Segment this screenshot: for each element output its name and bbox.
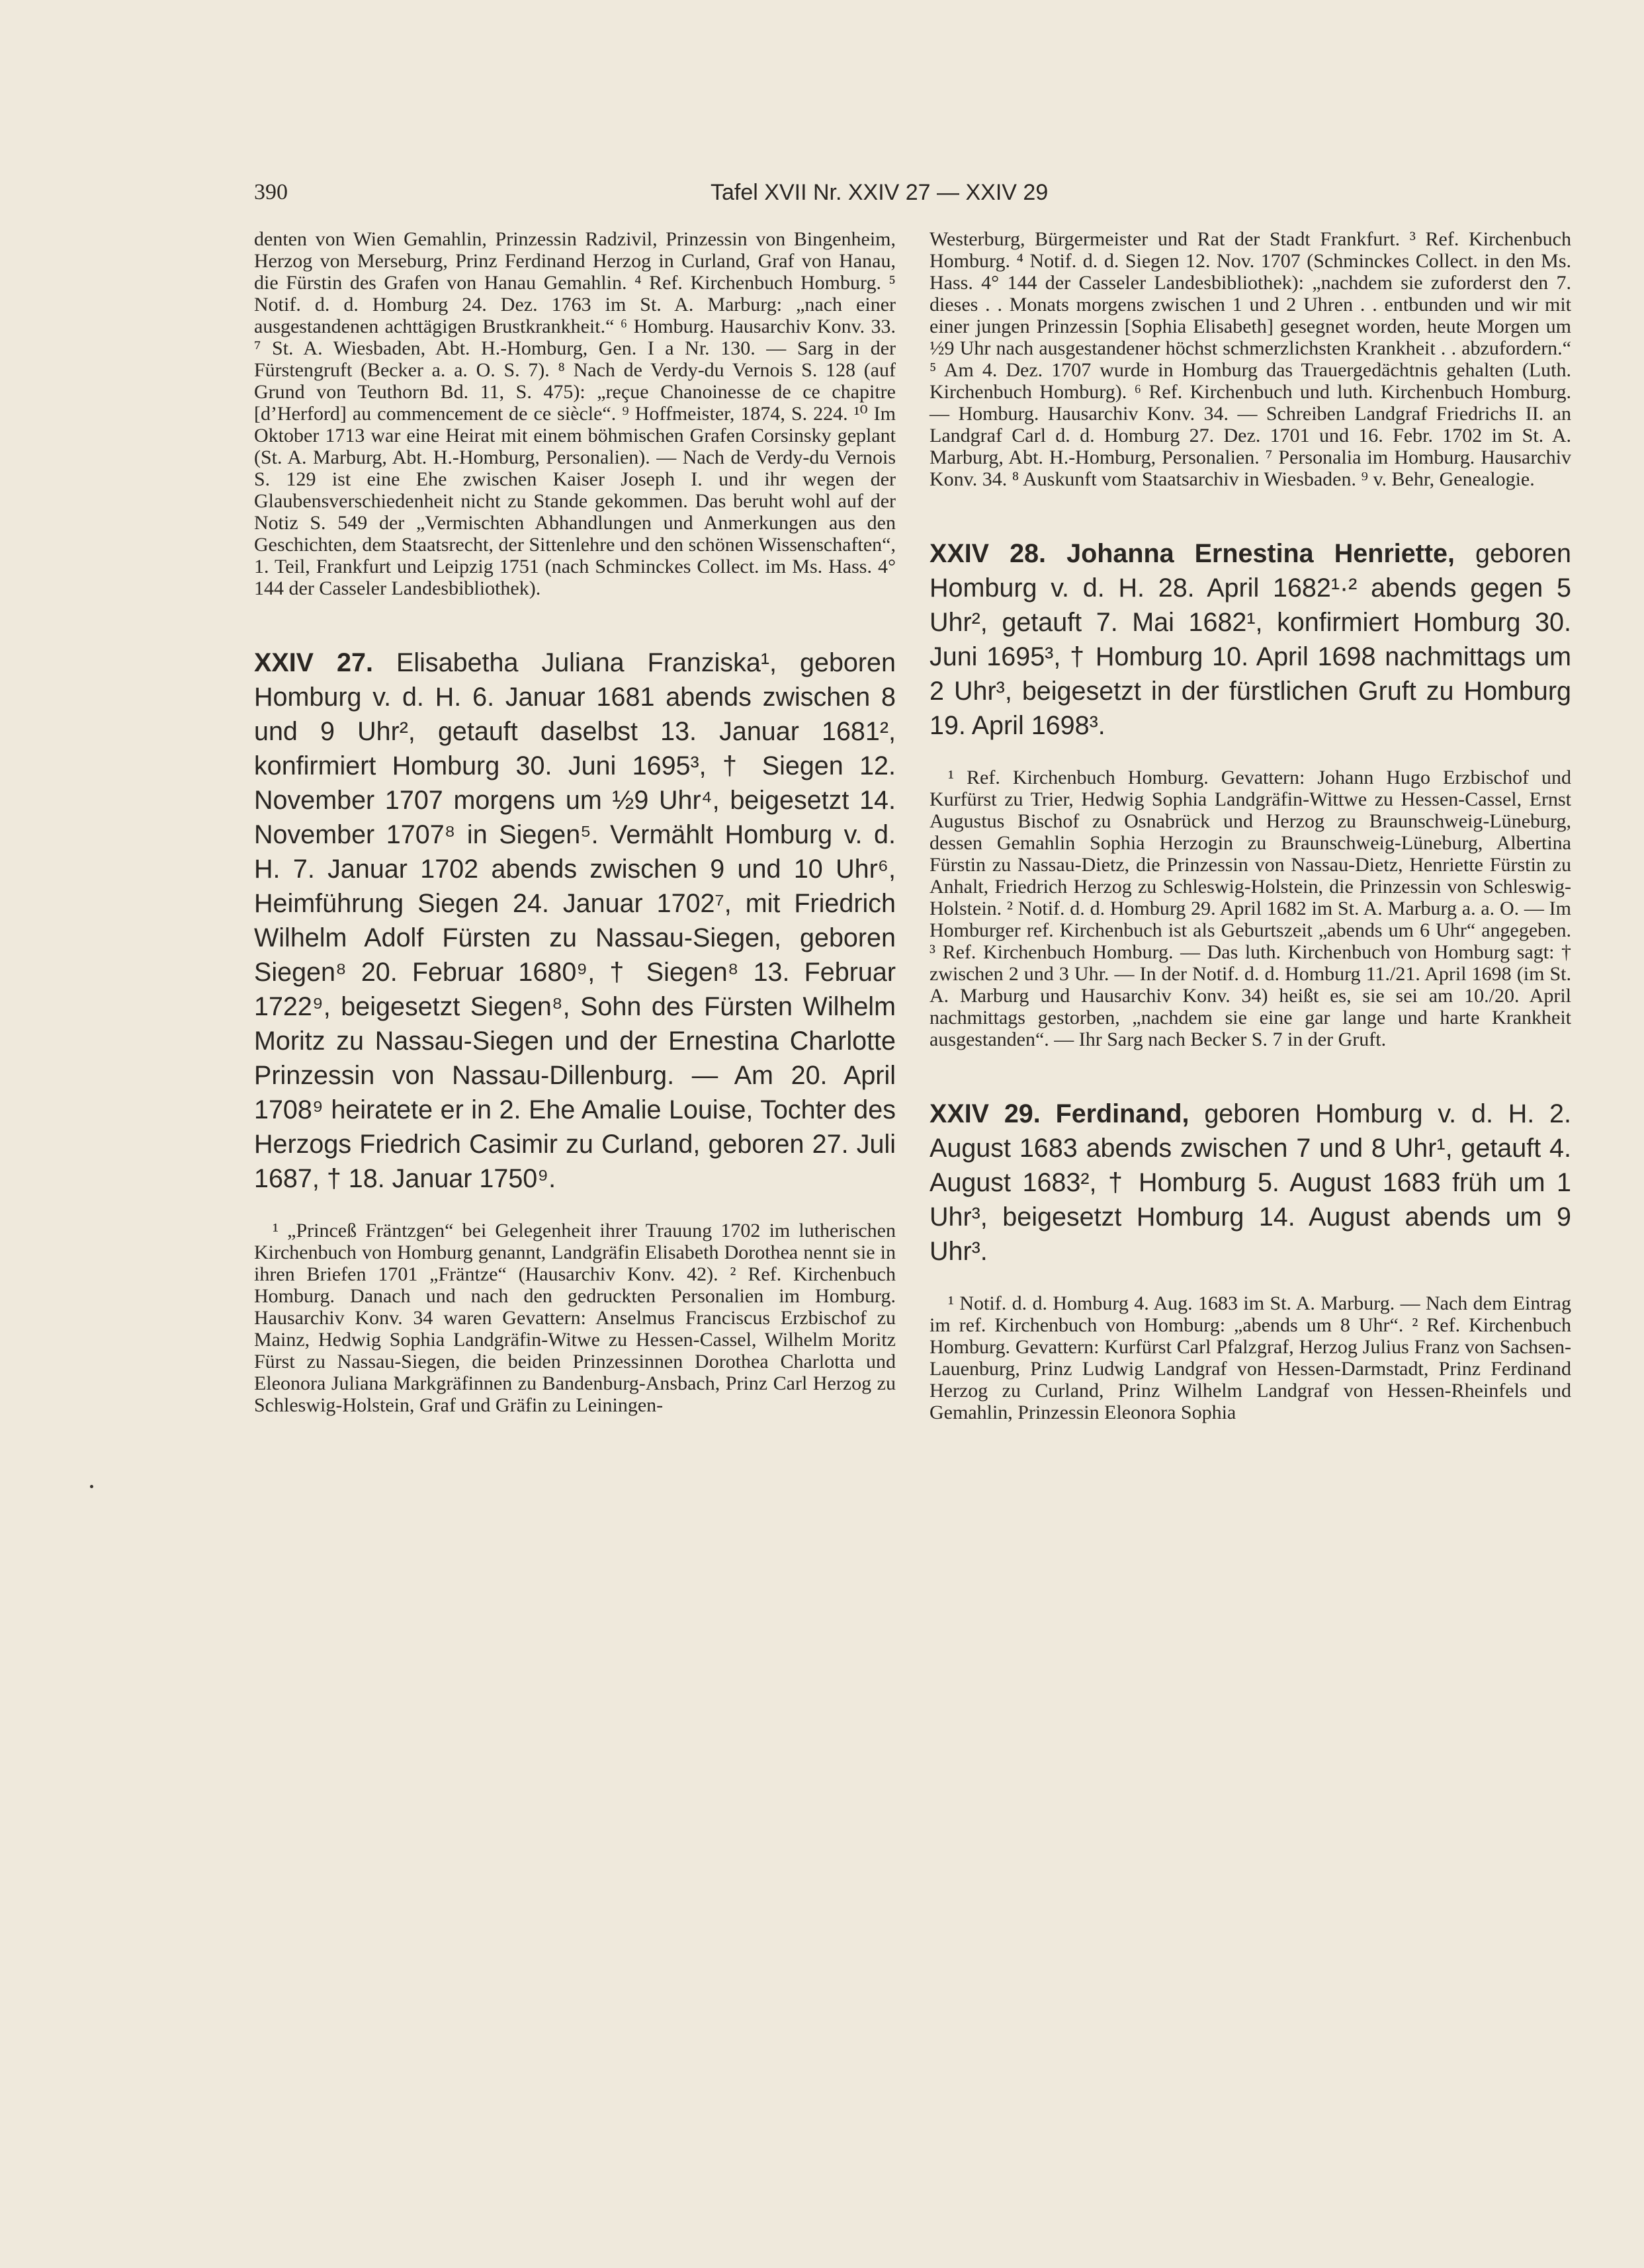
left-column [254,228,896,1416]
entry-number: XXIV 28. [930,539,1047,568]
entry-number: XXIV 29. [930,1099,1041,1128]
page-number: 390 [254,180,288,204]
entry-number: XXIV 27. [254,648,373,677]
right-column [930,228,1571,1423]
entry-name: Elisabetha Juliana Franziska¹, [396,648,777,677]
entry-text: geboren Homburg v. d. H. 28. April 1682¹·² abends gegen 5 Uhr², getauft 7. Mai 1682¹, konfirmiert Homburg 30. Juni 1695³, † Homburg 10. April 1698 nachmittags um 2 Uhr³, beigesetzt in der fürstlichen Gruft zu Homburg 19. April 1698³. [930,539,1571,740]
entry-name: Ferdinand, [1055,1099,1190,1128]
margin-speck [90,1485,93,1488]
entry-text: geboren Homburg v. d. H. 2. August 1683 abends zwischen 7 und 8 Uhr¹, getauft 4. August 1683², † Homburg 5. August 1683 früh um 1 Uhr³, beigesetzt Homburg 14. August abends um 9 Uhr³. [930,1099,1571,1266]
running-title: Tafel XVII Nr. XXIV 27 — XXIV 29 [711,180,1049,205]
entry-xxiv-28 [930,536,1571,743]
entry-xxiv-27 [254,646,896,1196]
footnotes-entry-27: ¹ „Princeß Fräntzgen“ bei Gelegenheit ihrer Trauung 1702 im lutherischen Kirchenbuch von Homburg genannt, Landgräfin Elisabeth Dorothea nennt sie in ihren Briefen 1701 „Fräntze“ (Hausarchiv Konv. 42). ² Ref. Kirchenbuch Homburg. Danach und nach den gedruckten Personalien im Homburg. Hausarchiv Konv. 34 waren Gevattern: Anselmus Franciscus Erzbischof zu Mainz, Hedwig Sophia Landgräfin-Witwe zu Hessen-Cassel, Wilhelm Moritz Fürst zu Nassau-Siegen, die beiden Prinzessinnen Dorothea Charlotta und Eleonora Juliana Markgräfinnen zu Bandenburg-Ansbach, Prinz Carl Herzog zu Schleswig-Holstein, Graf und Gräfin zu Leiningen- [254,1220,896,1416]
footnotes-entry-29: ¹ Notif. d. d. Homburg 4. Aug. 1683 im St. A. Marburg. — Nach dem Eintrag im ref. Kirchenbuch von Homburg: „abends um 8 Uhr“. ² Ref. Kirchenbuch Homburg. Gevattern: Kurfürst Carl Pfalzgraf, Herzog Julius Franz von Sachsen-Lauenburg, Prinz Ludwig Landgraf von Hessen-Darmstadt, Prinz Ferdinand Herzog zu Curland, Prinz Wilhelm Landgraf von Hessen-Rheinfels und Gemahlin, Prinzessin Eleonora Sophia [930,1292,1571,1423]
entry-text: geboren Homburg v. d. H. 6. Januar 1681 abends zwischen 8 und 9 Uhr², getauft daselbst 13. Januar 1681², konfirmiert Homburg 30. Juni 1695³, † Siegen 12. November 1707 morgens um ½9 Uhr⁴, beigesetzt 14. November 1707⁸ in Siegen⁵. Vermählt Homburg v. d. H. 7. Januar 1702 abends zwischen 9 und 10 Uhr⁶, Heimführung Siegen 24. Januar 1702⁷, mit Friedrich Wilhelm Adolf Fürsten zu Nassau-Siegen, geboren Siegen⁸ 20. Februar 1680⁹, † Siegen⁸ 13. Februar 1722⁹, beigesetzt Siegen⁸, Sohn des Fürsten Wilhelm Moritz zu Nassau-Siegen und der Ernestina Charlotte Prinzessin von Nassau-Dillenburg. — Am 20. April 1708⁹ heiratete er in 2. Ehe Amalie Louise, Tochter des Herzogs Friedrich Casimir zu Curland, geboren 27. Juli 1687, † 18. Januar 1750⁹. [254,648,896,1193]
footnotes-continued: denten von Wien Gemahlin, Prinzessin Radzivil, Prinzessin von Bingenheim, Herzog von Merseburg, Prinz Ferdinand Herzog in Curland, Graf von Hanau, die Fürstin des Grafen von Hanau Gemahlin. ⁴ Ref. Kirchenbuch Homburg. ⁵ Notif. d. d. Homburg 24. Dez. 1763 im St. A. Marburg: „nach einer ausgestandenen achttägigen Brustkrankheit.“ ⁶ Homburg. Hausarchiv Konv. 33. ⁷ St. A. Wiesbaden, Abt. H.-Homburg, Gen. I a Nr. 130. — Sarg in der Fürstengruft (Becker a. a. O. S. 7). ⁸ Nach de Verdy-du Vernois S. 128 (auf Grund von Teuthorn Bd. 11, S. 475): „reçue Chanoinesse de ce chapitre [d’Herford] au commencement de ce siècle“. ⁹ Hoffmeister, 1874, S. 224. ¹⁰ Im Oktober 1713 war eine Heirat mit einem böhmischen Grafen Corsinsky geplant (St. A. Marburg, Abt. H.-Homburg, Personalien). — Nach de Verdy-du Vernois S. 129 ist eine Ehe zwischen Kaiser Joseph I. und ihr wegen der Glaubensverschiedenheit nicht zu Stande gekommen. Das beruht wohl auf der Notiz S. 549 der „Vermischten Abhandlungen und Anmerkungen aus den Geschichten, dem Staatsrecht, der Sittenlehre und den schönen Wissenschaften“, 1. Teil, Frankfurt und Leipzig 1751 (nach Schminckes Collect. im Ms. Hass. 4° 144 der Casseler Landesbibliothek). [254,228,896,599]
footnotes-continued-right: Westerburg, Bürgermeister und Rat der Stadt Frankfurt. ³ Ref. Kirchenbuch Homburg. ⁴ Notif. d. d. Siegen 12. Nov. 1707 (Schminckes Collect. in den Ms. Hass. 4° 144 der Casseler Landesbibliothek): „nachdem sie zuforderst den 7. dieses . . Monats morgens zwischen 1 und 2 Uhren . . entbunden und wir mit einer jungen Prinzessin [Sophia Elisabeth] gesegnet worden, heute Morgen um ½9 Uhr nach ausgestandener höchst schmerzlichsten Krankheit . . abzufordern.“ ⁵ Am 4. Dez. 1707 wurde in Homburg das Trauergedächtnis gehalten (Luth. Kirchenbuch Homburg). ⁶ Ref. Kirchenbuch und luth. Kirchenbuch Homburg. — Homburg. Hausarchiv Konv. 34. — Schreiben Landgraf Friedrichs II. an Landgraf Carl d. d. Homburg 27. Dez. 1701 und 16. Febr. 1702 im St. A. Marburg, Abt. H.-Homburg, Personalien. ⁷ Personalia im Homburg. Hausarchiv Konv. 34. ⁸ Auskunft vom Staatsarchiv in Wiesbaden. ⁹ v. Behr, Genealogie. [930,228,1571,490]
page-header [254,180,1571,213]
footnotes-entry-28: ¹ Ref. Kirchenbuch Homburg. Gevattern: Johann Hugo Erzbischof und Kurfürst zu Trier, Hedwig Sophia Landgräfin-Wittwe zu Hessen-Cassel, Ernst Augustus Bischof zu Osnabrück und Herzog zu Braunschweig-Lüneburg, dessen Gemahlin Sophia Herzogin zu Braunschweig-Lüneburg, Albertina Fürstin zu Nassau-Dietz, die Prinzessin von Nassau-Dietz, Henriette Fürstin zu Anhalt, Friedrich Herzog zu Schleswig-Holstein, die Prinzessin von Schleswig-Holstein. ² Notif. d. d. Homburg 29. April 1682 im St. A. Marburg a. a. O. — Im Homburger ref. Kirchenbuch ist als Geburtszeit „abends um 6 Uhr“ angegeben. ³ Ref. Kirchenbuch Homburg. — Das luth. Kirchenbuch von Homburg sagt: † zwischen 2 und 3 Uhr. — In der Notif. d. d. Homburg 11./21. April 1698 (im St. A. Marburg und Hausarchiv Konv. 34) heißt es, sie sei am 10./20. April nachmittags gestorben, „nachdem sie eine gar lange und harte Krankheit ausgestanden“. — Ihr Sarg nach Becker S. 7 in der Gruft. [930,767,1571,1050]
entry-xxiv-29 [930,1097,1571,1269]
entry-name: Johanna Ernestina Henriette, [1066,539,1455,568]
